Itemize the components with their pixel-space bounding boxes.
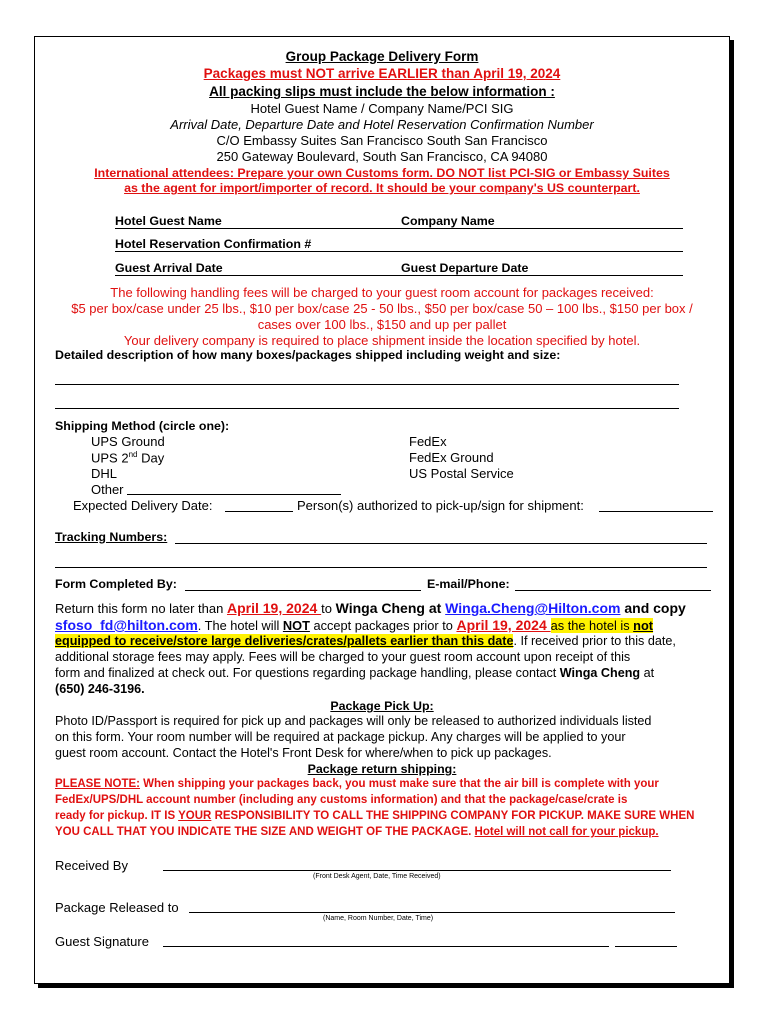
return-shipping-text-3b: RESPONSIBILITY TO CALL THE SHIPPING COMPANY FOR PICKUP. MAKE SURE WHEN (211, 810, 695, 822)
guest-company-line[interactable] (115, 228, 683, 229)
intl-note-1: International attendees: Prepare your own Customs form. DO NOT list PCI-SIG or Embassy Suites (94, 166, 670, 180)
return-shipping-your: YOUR (178, 810, 212, 822)
guest-signature-line[interactable] (163, 946, 609, 947)
option-ups-ground[interactable]: UPS Ground (91, 434, 165, 449)
pickup-title: Package Pick Up: (330, 699, 434, 713)
released-to-label: Package Released to (55, 900, 179, 915)
received-by-line[interactable] (163, 870, 671, 871)
please-note: PLEASE NOTE: (55, 778, 140, 790)
return-line-5 (55, 666, 654, 680)
return-text-2: to (321, 601, 336, 616)
other-line[interactable] (127, 494, 341, 495)
email-phone-line[interactable] (515, 590, 711, 591)
dates-line[interactable] (115, 275, 683, 276)
hotel-will-not-call: Hotel will not call for your pickup. (474, 826, 659, 838)
return-equipped: equipped to receive/store large deliveries/crates/pallets earlier than this date (55, 634, 514, 648)
form-page (34, 36, 730, 984)
intl-note-2: as the agent for import/importer of record. It should be your company's US counterpart. (124, 181, 640, 195)
arrival-warning: Packages must NOT arrive EARLIER than April 19, 2024 (203, 66, 561, 81)
option-ups-2nd-day[interactable]: UPS 2nd Day (91, 450, 165, 466)
return-line-1 (55, 600, 686, 616)
expected-delivery-line[interactable] (225, 511, 293, 512)
confirmation-line[interactable] (115, 251, 683, 252)
packing-line-1: Hotel Guest Name / Company Name/PCI SIG (250, 101, 514, 116)
completed-by-line[interactable] (185, 590, 421, 591)
released-to-hint: (Name, Room Number, Date, Time) (323, 915, 434, 922)
packing-line-3: C/O Embassy Suites San Francisco South San Francisco (216, 133, 548, 148)
pickup-line-2: on this form. Your room number will be required at package pickup. Any charges will be applied to your (55, 730, 626, 744)
return-text-1: Return this form no later than (55, 601, 227, 616)
option-dhl[interactable]: DHL (91, 466, 118, 481)
description-line-2[interactable] (55, 408, 679, 409)
fees-line-3: cases over 100 lbs., $150 and up per pallet (257, 317, 507, 332)
authorized-label: Person(s) authorized to pick-up/sign for shipment: (297, 498, 584, 513)
return-shipping-title: Package return shipping: (307, 762, 457, 776)
fees-line-2: $5 per box/case under 25 lbs., $10 per box/case 25 - 50 lbs., $50 per box/case 50 – 100 lbs., $150 per box / (71, 301, 693, 316)
return-text-8: . If received prior to this date, (513, 634, 676, 648)
authorized-line[interactable] (599, 511, 713, 512)
option-other[interactable]: Other (91, 482, 124, 497)
return-line-2 (55, 617, 653, 633)
confirmation-label: Hotel Reservation Confirmation # (115, 237, 312, 251)
received-by-label: Received By (55, 858, 128, 873)
arrival-date-label: Guest Arrival Date (115, 261, 223, 275)
return-text-6: accept packages prior to (309, 618, 457, 633)
description-label: Detailed description of how many boxes/packages shipped including weight and size: (55, 348, 561, 362)
return-deadline: April 19, 2024 (226, 600, 322, 616)
return-line-4: additional storage fees may apply. Fees will be charged to your guest room account upon receipt of this (55, 650, 631, 664)
return-text-3: at (424, 600, 446, 616)
fees-line-1: The following handling fees will be charged to your guest room account for packages received: (110, 285, 654, 300)
tracking-line-2[interactable] (55, 567, 707, 568)
option-fedex-ground[interactable]: FedEx Ground (409, 450, 494, 465)
released-to-line[interactable] (189, 912, 675, 913)
return-not-2: not (633, 618, 654, 633)
form-title: Group Package Delivery Form (285, 49, 479, 64)
return-shipping-text-4a: YOU CALL THAT YOU INDICATE THE SIZE AND WEIGHT OF THE PACKAGE. (55, 826, 475, 838)
pickup-line-3: guest room account. Contact the Hotel's Front Desk for where/when to pick up packages. (55, 746, 552, 760)
fees-line-4: Your delivery company is required to place shipment inside the location specified by hotel. (123, 333, 641, 348)
return-shipping-text-1: When shipping your packages back, you must make sure that the air bill is complete with your (139, 778, 659, 790)
return-text-10: at (640, 666, 655, 680)
return-text-4: and copy (620, 600, 686, 616)
return-text-9: form and finalized at check out. For questions regarding package handling, please contact (55, 666, 560, 680)
received-by-hint: (Front Desk Agent, Date, Time Received) (313, 873, 441, 880)
return-email-link[interactable]: Winga.Cheng@Hilton.com (445, 600, 621, 616)
departure-date-label: Guest Departure Date (401, 261, 529, 275)
description-line-1[interactable] (55, 384, 679, 385)
return-deadline-2: April 19, 2024 (456, 617, 551, 633)
guest-signature-label: Guest Signature (55, 934, 149, 949)
return-text-7: as the hotel is (550, 618, 634, 633)
option-fedex[interactable]: FedEx (409, 434, 447, 449)
superscript-nd: nd (128, 450, 138, 459)
pickup-line-1: Photo ID/Passport is required for pick up and packages will only be released to authorized individuals listed (55, 714, 652, 728)
packing-line-2: Arrival Date, Departure Date and Hotel Reservation Confirmation Number (170, 117, 594, 132)
packing-note: All packing slips must include the below information : (209, 84, 555, 99)
option-usps[interactable]: US Postal Service (409, 466, 514, 481)
completed-by-label: Form Completed By: (55, 577, 177, 591)
tracking-line-1[interactable] (175, 543, 707, 544)
return-shipping-line-2: FedEx/UPS/DHL account number (including any customs information) and that the package/case/crate is (55, 794, 628, 806)
packing-line-4: 250 Gateway Boulevard, South San Francisco, CA 94080 (216, 149, 548, 164)
return-phone: (650) 246-3196. (55, 682, 145, 696)
return-contact-2: Winga Cheng (559, 666, 641, 680)
return-shipping-line-4 (55, 826, 659, 838)
expected-delivery-label: Expected Delivery Date: (73, 498, 213, 513)
return-not: NOT (282, 618, 310, 633)
tracking-label: Tracking Numbers: (55, 530, 168, 544)
copy-email-link[interactable]: sfoso_fd@hilton.com (55, 617, 198, 633)
shipping-method-label: Shipping Method (circle one): (55, 419, 230, 433)
company-name-label: Company Name (401, 214, 495, 228)
guest-signature-date-line[interactable] (615, 946, 677, 947)
return-shipping-line-1 (55, 778, 659, 790)
return-line-3 (55, 634, 676, 648)
return-shipping-text-3a: ready for pickup. IT IS (55, 810, 179, 822)
return-contact-name: Winga Cheng (335, 600, 425, 616)
guest-name-label: Hotel Guest Name (115, 214, 222, 228)
return-shipping-line-3 (55, 810, 694, 822)
email-phone-label: E-mail/Phone: (427, 577, 510, 591)
return-text-5: . The hotel will (197, 618, 283, 633)
